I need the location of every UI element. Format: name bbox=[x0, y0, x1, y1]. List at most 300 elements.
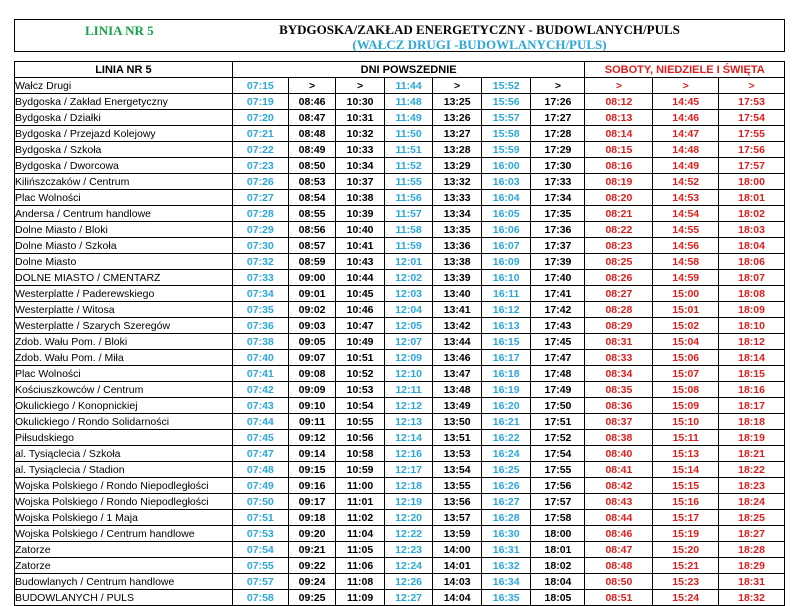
departure-time: 12:07 bbox=[384, 334, 433, 350]
departure-time: 11:55 bbox=[384, 174, 433, 190]
departure-time: 13:29 bbox=[433, 158, 482, 174]
departure-time: 14:54 bbox=[653, 206, 719, 222]
departure-time: 15:09 bbox=[653, 398, 719, 414]
departure-time: 18:19 bbox=[719, 430, 785, 446]
departure-time: 16:32 bbox=[481, 558, 531, 574]
departure-time: 18:12 bbox=[719, 334, 785, 350]
departure-time: > bbox=[653, 78, 719, 94]
departure-time: 17:28 bbox=[531, 126, 585, 142]
table-row bbox=[15, 190, 785, 206]
departure-time: 10:33 bbox=[336, 142, 385, 158]
table-row bbox=[15, 158, 785, 174]
departure-time: 12:12 bbox=[384, 398, 433, 414]
stop-name: Wałcz Drugi bbox=[15, 78, 233, 94]
departure-time: 17:26 bbox=[531, 94, 585, 110]
timetable bbox=[14, 61, 785, 606]
departure-time: > bbox=[433, 78, 482, 94]
departure-time: 08:47 bbox=[288, 110, 335, 126]
departure-time: 17:56 bbox=[719, 142, 785, 158]
departure-time: 18:04 bbox=[719, 238, 785, 254]
departure-time: 16:20 bbox=[481, 398, 531, 414]
table-row bbox=[15, 414, 785, 430]
departure-time: 17:58 bbox=[531, 510, 585, 526]
departure-time: 08:23 bbox=[585, 238, 653, 254]
departure-time: 17:55 bbox=[531, 462, 585, 478]
table-row bbox=[15, 334, 785, 350]
departure-time: 11:05 bbox=[336, 542, 385, 558]
departure-time: 12:10 bbox=[384, 366, 433, 382]
departure-time: 15:14 bbox=[653, 462, 719, 478]
departure-time: 07:15 bbox=[232, 78, 288, 94]
departure-time: 16:09 bbox=[481, 254, 531, 270]
table-row bbox=[15, 142, 785, 158]
departure-time: 12:03 bbox=[384, 286, 433, 302]
departure-time: 16:19 bbox=[481, 382, 531, 398]
departure-time: 14:58 bbox=[653, 254, 719, 270]
stop-name: Wojska Polskiego / Rondo Niepodległości bbox=[15, 478, 233, 494]
departure-time: 13:25 bbox=[433, 94, 482, 110]
line-label: LINIA NR 5 bbox=[85, 23, 154, 38]
departure-time: 15:01 bbox=[653, 302, 719, 318]
route-title: BYDGOSKA/ZAKŁAD ENERGETYCZNY - BUDOWLANYCH/PULS bbox=[279, 22, 680, 37]
departure-time: 17:45 bbox=[531, 334, 585, 350]
departure-time: 15:08 bbox=[653, 382, 719, 398]
departure-time: 17:54 bbox=[531, 446, 585, 462]
departure-time: 11:09 bbox=[336, 590, 385, 606]
departure-time: 09:15 bbox=[288, 462, 335, 478]
departure-time: 07:43 bbox=[232, 398, 288, 414]
departure-time: 07:38 bbox=[232, 334, 288, 350]
departure-time: 16:05 bbox=[481, 206, 531, 222]
departure-time: 18:02 bbox=[719, 206, 785, 222]
departure-time: 09:12 bbox=[288, 430, 335, 446]
departure-time: 14:03 bbox=[433, 574, 482, 590]
departure-time: 17:36 bbox=[531, 222, 585, 238]
departure-time: 11:49 bbox=[384, 110, 433, 126]
departure-time: 08:41 bbox=[585, 462, 653, 478]
departure-time: 17:49 bbox=[531, 382, 585, 398]
departure-time: 09:22 bbox=[288, 558, 335, 574]
departure-time: 13:59 bbox=[433, 526, 482, 542]
departure-time: > bbox=[719, 78, 785, 94]
table-row bbox=[15, 430, 785, 446]
departure-time: 07:33 bbox=[232, 270, 288, 286]
departure-time: 08:37 bbox=[585, 414, 653, 430]
departure-time: 16:13 bbox=[481, 318, 531, 334]
stop-name: Bydgoska / Przejazd Kolejowy bbox=[15, 126, 233, 142]
departure-time: 18:23 bbox=[719, 478, 785, 494]
departure-time: 18:18 bbox=[719, 414, 785, 430]
departure-time: 12:27 bbox=[384, 590, 433, 606]
table-row bbox=[15, 526, 785, 542]
departure-time: 07:54 bbox=[232, 542, 288, 558]
departure-time: 08:27 bbox=[585, 286, 653, 302]
departure-time: 09:07 bbox=[288, 350, 335, 366]
departure-time: 13:33 bbox=[433, 190, 482, 206]
departure-time: 07:26 bbox=[232, 174, 288, 190]
departure-time: 11:06 bbox=[336, 558, 385, 574]
departure-time: 16:28 bbox=[481, 510, 531, 526]
departure-time: 17:37 bbox=[531, 238, 585, 254]
departure-time: 17:43 bbox=[531, 318, 585, 334]
departure-time: 15:57 bbox=[481, 110, 531, 126]
departure-time: 14:47 bbox=[653, 126, 719, 142]
departure-time: 07:20 bbox=[232, 110, 288, 126]
departure-time: 16:21 bbox=[481, 414, 531, 430]
departure-time: 08:59 bbox=[288, 254, 335, 270]
departure-time: 08:50 bbox=[288, 158, 335, 174]
departure-time: 08:51 bbox=[585, 590, 653, 606]
departure-time: 07:51 bbox=[232, 510, 288, 526]
departure-time: 07:36 bbox=[232, 318, 288, 334]
stop-name: al. Tysiąclecia / Stadion bbox=[15, 462, 233, 478]
departure-time: 07:28 bbox=[232, 206, 288, 222]
stop-name: Dolne Miasto / Bloki bbox=[15, 222, 233, 238]
departure-time: 07:40 bbox=[232, 350, 288, 366]
departure-time: 18:31 bbox=[719, 574, 785, 590]
departure-time: 09:11 bbox=[288, 414, 335, 430]
departure-time: 08:13 bbox=[585, 110, 653, 126]
departure-time: 13:26 bbox=[433, 110, 482, 126]
departure-time: 12:23 bbox=[384, 542, 433, 558]
departure-time: 10:39 bbox=[336, 206, 385, 222]
departure-time: 14:48 bbox=[653, 142, 719, 158]
departure-time: 18:09 bbox=[719, 302, 785, 318]
departure-time: 11:50 bbox=[384, 126, 433, 142]
departure-time: 08:55 bbox=[288, 206, 335, 222]
departure-time: 10:32 bbox=[336, 126, 385, 142]
departure-time: 12:18 bbox=[384, 478, 433, 494]
departure-time: 11:59 bbox=[384, 238, 433, 254]
departure-time: 12:26 bbox=[384, 574, 433, 590]
departure-time: 09:00 bbox=[288, 270, 335, 286]
departure-time: 18:01 bbox=[719, 190, 785, 206]
departure-time: 18:00 bbox=[719, 174, 785, 190]
stop-name: Kościuszkowców / Centrum bbox=[15, 382, 233, 398]
table-row bbox=[15, 110, 785, 126]
departure-time: 17:27 bbox=[531, 110, 585, 126]
departure-time: 13:36 bbox=[433, 238, 482, 254]
stop-name: Kilińszczaków / Centrum bbox=[15, 174, 233, 190]
stop-name: al. Tysiąclecia / Szkoła bbox=[15, 446, 233, 462]
stop-name: Bydgoska / Dworcowa bbox=[15, 158, 233, 174]
table-row bbox=[15, 238, 785, 254]
departure-time: 14:00 bbox=[433, 542, 482, 558]
departure-time: 15:24 bbox=[653, 590, 719, 606]
departure-time: 12:17 bbox=[384, 462, 433, 478]
table-row bbox=[15, 542, 785, 558]
departure-time: 12:05 bbox=[384, 318, 433, 334]
departure-time: 10:54 bbox=[336, 398, 385, 414]
departure-time: 11:08 bbox=[336, 574, 385, 590]
stop-name: Zatorze bbox=[15, 558, 233, 574]
departure-time: 08:44 bbox=[585, 510, 653, 526]
timetable-body bbox=[15, 78, 785, 606]
departure-time: 07:21 bbox=[232, 126, 288, 142]
departure-time: 18:15 bbox=[719, 366, 785, 382]
departure-time: 11:52 bbox=[384, 158, 433, 174]
departure-time: 18:27 bbox=[719, 526, 785, 542]
departure-time: 17:57 bbox=[531, 494, 585, 510]
stop-name: Okulickiego / Konopnickiej bbox=[15, 398, 233, 414]
departure-time: 13:53 bbox=[433, 446, 482, 462]
departure-time: 15:17 bbox=[653, 510, 719, 526]
departure-time: 18:29 bbox=[719, 558, 785, 574]
departure-time: 17:34 bbox=[531, 190, 585, 206]
departure-time: 17:54 bbox=[719, 110, 785, 126]
departure-time: 12:09 bbox=[384, 350, 433, 366]
departure-time: 17:41 bbox=[531, 286, 585, 302]
departure-time: 15:07 bbox=[653, 366, 719, 382]
departure-time: 08:21 bbox=[585, 206, 653, 222]
departure-time: 10:38 bbox=[336, 190, 385, 206]
table-row bbox=[15, 366, 785, 382]
departure-time: 13:32 bbox=[433, 174, 482, 190]
departure-time: 07:29 bbox=[232, 222, 288, 238]
departure-time: 07:41 bbox=[232, 366, 288, 382]
departure-time: 09:21 bbox=[288, 542, 335, 558]
departure-time: 08:20 bbox=[585, 190, 653, 206]
departure-time: 10:52 bbox=[336, 366, 385, 382]
departure-time: 17:57 bbox=[719, 158, 785, 174]
departure-time: 11:01 bbox=[336, 494, 385, 510]
departure-time: 16:22 bbox=[481, 430, 531, 446]
departure-time: 07:35 bbox=[232, 302, 288, 318]
departure-time: 17:51 bbox=[531, 414, 585, 430]
stop-name: Bydgoska / Zakład Energetyczny bbox=[15, 94, 233, 110]
departure-time: 18:16 bbox=[719, 382, 785, 398]
departure-time: 18:04 bbox=[531, 574, 585, 590]
departure-time: 13:55 bbox=[433, 478, 482, 494]
departure-time: 12:14 bbox=[384, 430, 433, 446]
table-row bbox=[15, 222, 785, 238]
stop-name: Dolne Miasto / Szkoła bbox=[15, 238, 233, 254]
departure-time: 09:14 bbox=[288, 446, 335, 462]
departure-time: 16:24 bbox=[481, 446, 531, 462]
departure-time: 15:20 bbox=[653, 542, 719, 558]
departure-time: 10:49 bbox=[336, 334, 385, 350]
departure-time: 16:15 bbox=[481, 334, 531, 350]
departure-time: 12:24 bbox=[384, 558, 433, 574]
table-row bbox=[15, 462, 785, 478]
departure-time: 17:29 bbox=[531, 142, 585, 158]
departure-time: 18:21 bbox=[719, 446, 785, 462]
departure-time: 15:10 bbox=[653, 414, 719, 430]
departure-time: 13:46 bbox=[433, 350, 482, 366]
departure-time: 07:50 bbox=[232, 494, 288, 510]
departure-time: 10:40 bbox=[336, 222, 385, 238]
departure-time: 08:49 bbox=[288, 142, 335, 158]
departure-time: 08:50 bbox=[585, 574, 653, 590]
departure-time: 09:25 bbox=[288, 590, 335, 606]
stop-name: Zdob. Wału Pom. / Miła bbox=[15, 350, 233, 366]
departure-time: 12:13 bbox=[384, 414, 433, 430]
departure-time: 07:32 bbox=[232, 254, 288, 270]
departure-time: 09:02 bbox=[288, 302, 335, 318]
stop-name: Wojska Polskiego / Centrum handlowe bbox=[15, 526, 233, 542]
departure-time: 08:14 bbox=[585, 126, 653, 142]
table-row bbox=[15, 382, 785, 398]
departure-time: 15:11 bbox=[653, 430, 719, 446]
stop-name: Wojska Polskiego / 1 Maja bbox=[15, 510, 233, 526]
stop-name: Budowlanych / Centrum handlowe bbox=[15, 574, 233, 590]
table-row bbox=[15, 478, 785, 494]
departure-time: 16:04 bbox=[481, 190, 531, 206]
departure-time: 11:57 bbox=[384, 206, 433, 222]
departure-time: > bbox=[585, 78, 653, 94]
stop-name: Zdob. Wału Pom. / Bloki bbox=[15, 334, 233, 350]
departure-time: 18:07 bbox=[719, 270, 785, 286]
departure-time: 08:46 bbox=[288, 94, 335, 110]
departure-time: 08:54 bbox=[288, 190, 335, 206]
departure-time: 18:28 bbox=[719, 542, 785, 558]
departure-time: 14:04 bbox=[433, 590, 482, 606]
departure-time: 17:30 bbox=[531, 158, 585, 174]
departure-time: 08:57 bbox=[288, 238, 335, 254]
table-row bbox=[15, 254, 785, 270]
timetable-header-row bbox=[15, 62, 785, 78]
departure-time: 14:52 bbox=[653, 174, 719, 190]
departure-time: 13:54 bbox=[433, 462, 482, 478]
departure-time: 12:11 bbox=[384, 382, 433, 398]
departure-time: 11:04 bbox=[336, 526, 385, 542]
departure-time: 17:42 bbox=[531, 302, 585, 318]
departure-time: 14:55 bbox=[653, 222, 719, 238]
departure-time: 10:41 bbox=[336, 238, 385, 254]
departure-time: 08:47 bbox=[585, 542, 653, 558]
departure-time: 15:59 bbox=[481, 142, 531, 158]
departure-time: 14:45 bbox=[653, 94, 719, 110]
departure-time: 07:44 bbox=[232, 414, 288, 430]
departure-time: 16:10 bbox=[481, 270, 531, 286]
departure-time: 10:56 bbox=[336, 430, 385, 446]
departure-time: 07:49 bbox=[232, 478, 288, 494]
departure-time: 08:22 bbox=[585, 222, 653, 238]
departure-time: 11:00 bbox=[336, 478, 385, 494]
departure-time: 18:00 bbox=[531, 526, 585, 542]
departure-time: 08:40 bbox=[585, 446, 653, 462]
table-row bbox=[15, 510, 785, 526]
departure-time: 10:45 bbox=[336, 286, 385, 302]
departure-time: 07:45 bbox=[232, 430, 288, 446]
departure-time: 10:51 bbox=[336, 350, 385, 366]
departure-time: 07:34 bbox=[232, 286, 288, 302]
departure-time: 08:19 bbox=[585, 174, 653, 190]
departure-time: 15:52 bbox=[481, 78, 531, 94]
departure-time: 07:55 bbox=[232, 558, 288, 574]
table-row bbox=[15, 574, 785, 590]
stop-name: BUDOWLANYCH / PULS bbox=[15, 590, 233, 606]
departure-time: 14:56 bbox=[653, 238, 719, 254]
departure-time: 18:32 bbox=[719, 590, 785, 606]
departure-time: 18:08 bbox=[719, 286, 785, 302]
departure-time: 07:19 bbox=[232, 94, 288, 110]
departure-time: 09:20 bbox=[288, 526, 335, 542]
departure-time: 15:02 bbox=[653, 318, 719, 334]
departure-time: 17:53 bbox=[719, 94, 785, 110]
stop-name: Dolne Miasto bbox=[15, 254, 233, 270]
departure-time: 14:53 bbox=[653, 190, 719, 206]
departure-time: 16:34 bbox=[481, 574, 531, 590]
departure-time: 07:53 bbox=[232, 526, 288, 542]
departure-time: 17:52 bbox=[531, 430, 585, 446]
departure-time: 08:26 bbox=[585, 270, 653, 286]
departure-time: 08:34 bbox=[585, 366, 653, 382]
departure-time: 10:58 bbox=[336, 446, 385, 462]
departure-time: 09:10 bbox=[288, 398, 335, 414]
table-row bbox=[15, 494, 785, 510]
departure-time: 18:05 bbox=[531, 590, 585, 606]
departure-time: 08:28 bbox=[585, 302, 653, 318]
departure-time: 08:31 bbox=[585, 334, 653, 350]
table-row bbox=[15, 174, 785, 190]
table-row bbox=[15, 590, 785, 606]
departure-time: 18:10 bbox=[719, 318, 785, 334]
departure-time: 17:56 bbox=[531, 478, 585, 494]
departure-time: 12:20 bbox=[384, 510, 433, 526]
departure-time: 11:58 bbox=[384, 222, 433, 238]
header-weekdays: DNI POWSZEDNIE bbox=[232, 62, 585, 78]
departure-time: 13:35 bbox=[433, 222, 482, 238]
departure-time: 10:44 bbox=[336, 270, 385, 286]
departure-time: 13:40 bbox=[433, 286, 482, 302]
timetable-header bbox=[14, 19, 785, 52]
departure-time: 16:25 bbox=[481, 462, 531, 478]
departure-time: 15:16 bbox=[653, 494, 719, 510]
table-row bbox=[15, 94, 785, 110]
departure-time: 17:48 bbox=[531, 366, 585, 382]
departure-time: 15:58 bbox=[481, 126, 531, 142]
departure-time: 16:27 bbox=[481, 494, 531, 510]
departure-time: 13:28 bbox=[433, 142, 482, 158]
departure-time: 10:46 bbox=[336, 302, 385, 318]
departure-time: 13:27 bbox=[433, 126, 482, 142]
departure-time: 17:47 bbox=[531, 350, 585, 366]
departure-time: 10:31 bbox=[336, 110, 385, 126]
stop-name: Piłsudskiego bbox=[15, 430, 233, 446]
departure-time: 10:37 bbox=[336, 174, 385, 190]
departure-time: 15:21 bbox=[653, 558, 719, 574]
departure-time: 16:35 bbox=[481, 590, 531, 606]
departure-time: 07:47 bbox=[232, 446, 288, 462]
departure-time: 13:56 bbox=[433, 494, 482, 510]
table-row bbox=[15, 286, 785, 302]
departure-time: 13:42 bbox=[433, 318, 482, 334]
departure-time: 16:12 bbox=[481, 302, 531, 318]
departure-time: 10:34 bbox=[336, 158, 385, 174]
departure-time: > bbox=[336, 78, 385, 94]
departure-time: 18:03 bbox=[719, 222, 785, 238]
departure-time: 17:35 bbox=[531, 206, 585, 222]
departure-time: 18:06 bbox=[719, 254, 785, 270]
departure-time: 13:44 bbox=[433, 334, 482, 350]
departure-time: 08:42 bbox=[585, 478, 653, 494]
table-row bbox=[15, 270, 785, 286]
departure-time: 10:59 bbox=[336, 462, 385, 478]
departure-time: > bbox=[288, 78, 335, 94]
departure-time: 15:56 bbox=[481, 94, 531, 110]
stop-name: DOLNE MIASTO / CMENTARZ bbox=[15, 270, 233, 286]
table-row bbox=[15, 318, 785, 334]
departure-time: 11:56 bbox=[384, 190, 433, 206]
departure-time: 12:01 bbox=[384, 254, 433, 270]
departure-time: 08:56 bbox=[288, 222, 335, 238]
departure-time: 10:30 bbox=[336, 94, 385, 110]
departure-time: 07:48 bbox=[232, 462, 288, 478]
departure-time: 09:05 bbox=[288, 334, 335, 350]
departure-time: 13:57 bbox=[433, 510, 482, 526]
departure-time: 08:53 bbox=[288, 174, 335, 190]
